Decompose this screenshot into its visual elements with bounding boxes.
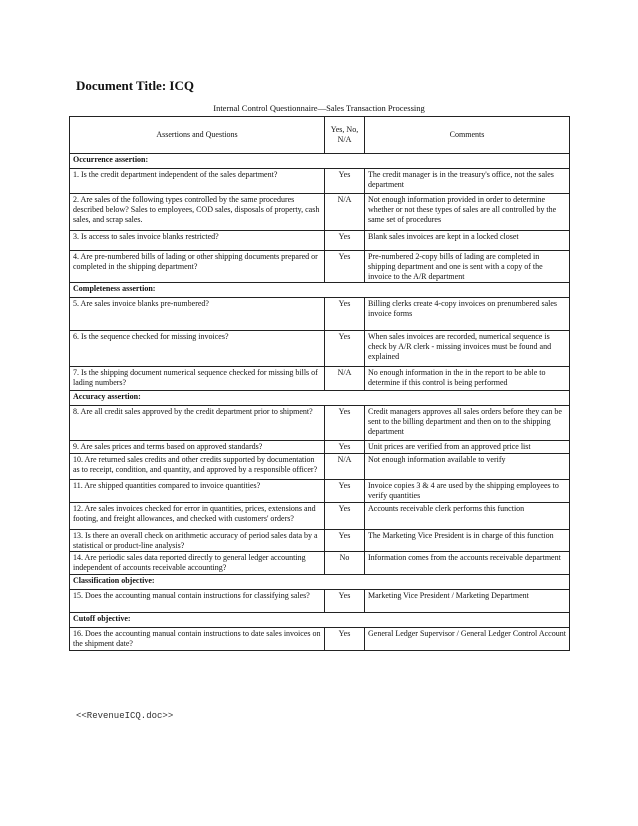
comment-cell: Invoice copies 3 & 4 are used by the shipping employees to verify quantities	[365, 480, 570, 503]
header-question: Assertions and Questions	[70, 117, 325, 154]
question-cell: 2. Are sales of the following types controlled by the same procedures described below? Sales to employees, COD sales, disposals of property, cash sales, and scrap sales.	[70, 194, 325, 231]
question-cell: 10. Are returned sales credits and other credits supported by documentation as to receipt, condition, and quantity, and approved by a responsible officer?	[70, 454, 325, 480]
table-row	[70, 502, 570, 529]
answer-cell: Yes	[325, 441, 365, 454]
table-row	[70, 552, 570, 575]
question-cell: 8. Are all credit sales approved by the credit department prior to shipment?	[70, 406, 325, 441]
table-row	[70, 441, 570, 454]
table-row	[70, 529, 570, 552]
table-row	[70, 628, 570, 651]
question-cell: 4. Are pre-numbered bills of lading or other shipping documents prepared or completed in the shipping department?	[70, 251, 325, 283]
questionnaire-subtitle: Internal Control Questionnaire—Sales Transaction Processing	[213, 103, 425, 113]
table-row	[70, 590, 570, 613]
question-cell: 5. Are sales invoice blanks pre-numbered?	[70, 298, 325, 331]
question-cell: 16. Does the accounting manual contain instructions to date sales invoices on the shipment date?	[70, 628, 325, 651]
section-row	[70, 154, 570, 169]
document-footer: <<RevenueICQ.doc>>	[76, 711, 174, 721]
section-title: Accuracy assertion:	[70, 391, 570, 406]
table-row	[70, 298, 570, 331]
answer-cell: Yes	[325, 480, 365, 503]
comment-cell: Credit managers approves all sales orders before they can be sent to the billing department and then on to the shipping department	[365, 406, 570, 441]
comment-cell: Accounts receivable clerk performs this function	[365, 502, 570, 529]
answer-cell: Yes	[325, 502, 365, 529]
question-cell: 12. Are sales invoices checked for error in quantities, prices, extensions and footing, and freight allowances, and checked with customers' orders?	[70, 502, 325, 529]
comment-cell: Information comes from the accounts receivable department	[365, 552, 570, 575]
comment-cell: Blank sales invoices are kept in a locked closet	[365, 231, 570, 251]
answer-cell: Yes	[325, 529, 365, 552]
question-cell: 3. Is access to sales invoice blanks restricted?	[70, 231, 325, 251]
comment-cell: General Ledger Supervisor / General Ledger Control Account	[365, 628, 570, 651]
header-comments: Comments	[365, 117, 570, 154]
section-title: Cutoff objective:	[70, 613, 570, 628]
question-cell: 13. Is there an overall check on arithmetic accuracy of period sales data by a statistical or product-line analysis?	[70, 529, 325, 552]
comment-cell: Billing clerks create 4-copy invoices on prenumbered sales invoice forms	[365, 298, 570, 331]
answer-cell: Yes	[325, 251, 365, 283]
table-row	[70, 480, 570, 503]
table-row	[70, 251, 570, 283]
answer-cell: Yes	[325, 590, 365, 613]
table-row	[70, 331, 570, 367]
section-row	[70, 613, 570, 628]
section-row	[70, 575, 570, 590]
answer-cell: Yes	[325, 298, 365, 331]
comment-cell: Marketing Vice President / Marketing Department	[365, 590, 570, 613]
question-cell: 15. Does the accounting manual contain instructions for classifying sales?	[70, 590, 325, 613]
table-body	[70, 154, 570, 651]
comment-cell: Not enough information available to verify	[365, 454, 570, 480]
section-title: Occurrence assertion:	[70, 154, 570, 169]
comment-cell: Unit prices are verified from an approved price list	[365, 441, 570, 454]
section-title: Classification objective:	[70, 575, 570, 590]
table-row	[70, 194, 570, 231]
table-row	[70, 231, 570, 251]
table-row	[70, 169, 570, 194]
question-cell: 9. Are sales prices and terms based on approved standards?	[70, 441, 325, 454]
answer-cell: Yes	[325, 231, 365, 251]
question-cell: 11. Are shipped quantities compared to invoice quantities?	[70, 480, 325, 503]
section-row	[70, 391, 570, 406]
comment-cell: The credit manager is in the treasury's office, not the sales department	[365, 169, 570, 194]
answer-cell: N/A	[325, 194, 365, 231]
table-row	[70, 454, 570, 480]
table-row	[70, 367, 570, 391]
answer-cell: N/A	[325, 367, 365, 391]
answer-cell: N/A	[325, 454, 365, 480]
section-title: Completeness assertion:	[70, 283, 570, 298]
section-row	[70, 283, 570, 298]
comment-cell: No enough information in the in the report to be able to determine if this control is being performed	[365, 367, 570, 391]
header-answer: Yes, No, N/A	[325, 117, 365, 154]
document-title: Document Title: ICQ	[76, 78, 194, 93]
answer-cell: No	[325, 552, 365, 575]
answer-cell: Yes	[325, 628, 365, 651]
comment-cell: Not enough information provided in order to determine whether or not these types of sales are all controlled by the same set of procedures	[365, 194, 570, 231]
question-cell: 1. Is the credit department independent of the sales department?	[70, 169, 325, 194]
comment-cell: Pre-numbered 2-copy bills of lading are completed in shipping department and one is sent with a copy of the invoice to the A/R department	[365, 251, 570, 283]
answer-cell: Yes	[325, 331, 365, 367]
icq-table	[69, 116, 570, 651]
question-cell: 14. Are periodic sales data reported directly to general ledger accounting independent of accounts receivable accounting?	[70, 552, 325, 575]
answer-cell: Yes	[325, 169, 365, 194]
header-row	[70, 117, 570, 154]
question-cell: 6. Is the sequence checked for missing invoices?	[70, 331, 325, 367]
comment-cell: When sales invoices are recorded, numerical sequence is check by A/R clerk - missing invoices must be found and explained	[365, 331, 570, 367]
comment-cell: The Marketing Vice President is in charge of this function	[365, 529, 570, 552]
table-row	[70, 406, 570, 441]
answer-cell: Yes	[325, 406, 365, 441]
question-cell: 7. Is the shipping document numerical sequence checked for missing bills of lading numbers?	[70, 367, 325, 391]
